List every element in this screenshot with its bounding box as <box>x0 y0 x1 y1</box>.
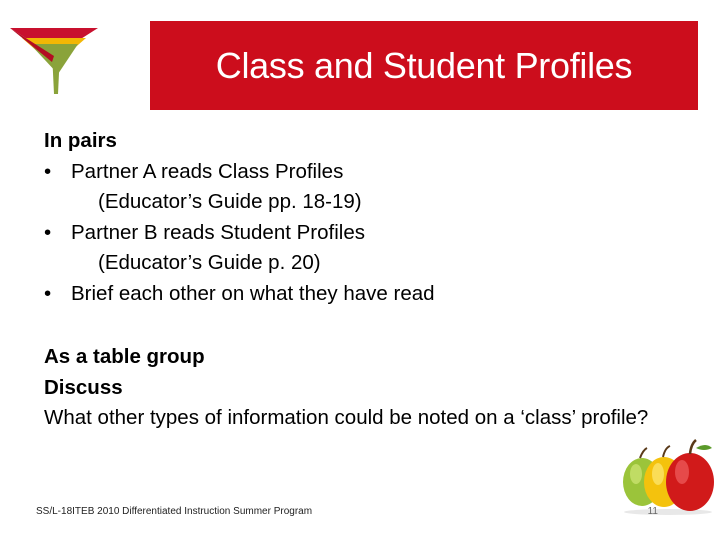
discussion-question: What other types of information could be noted on a ‘class’ profile? <box>44 406 649 429</box>
footer-text: SS/L-18ITEB 2010 Differentiated Instruction Summer Program <box>36 506 313 517</box>
bullet-text: Partner B reads Student Profiles <box>71 220 365 244</box>
bullet-item <box>44 218 684 279</box>
section-subheading-discuss: Discuss <box>44 375 123 399</box>
bullet-marker: • <box>44 281 52 305</box>
bullet-subtext: (Educator’s Guide p. 20) <box>98 251 321 274</box>
bullet-marker: • <box>44 220 52 244</box>
page-number: 11 <box>647 506 658 517</box>
section-heading-pairs: In pairs <box>44 129 117 152</box>
bullet-subtext: (Educator’s Guide pp. 18-19) <box>98 190 362 213</box>
title-bar <box>150 21 698 110</box>
bullet-item <box>44 157 684 218</box>
apples-icon <box>616 436 720 516</box>
logo-icon <box>8 22 100 96</box>
bullet-item <box>44 279 684 310</box>
section-heading-table-group: As a table group <box>44 345 205 368</box>
bullet-text: Partner A reads Class Profiles <box>71 159 344 183</box>
bullet-text: Brief each other on what they have read <box>71 281 435 305</box>
slide-title: Class and Student Profiles <box>215 44 633 86</box>
bullet-marker: • <box>44 159 52 183</box>
slide-body <box>44 126 684 434</box>
